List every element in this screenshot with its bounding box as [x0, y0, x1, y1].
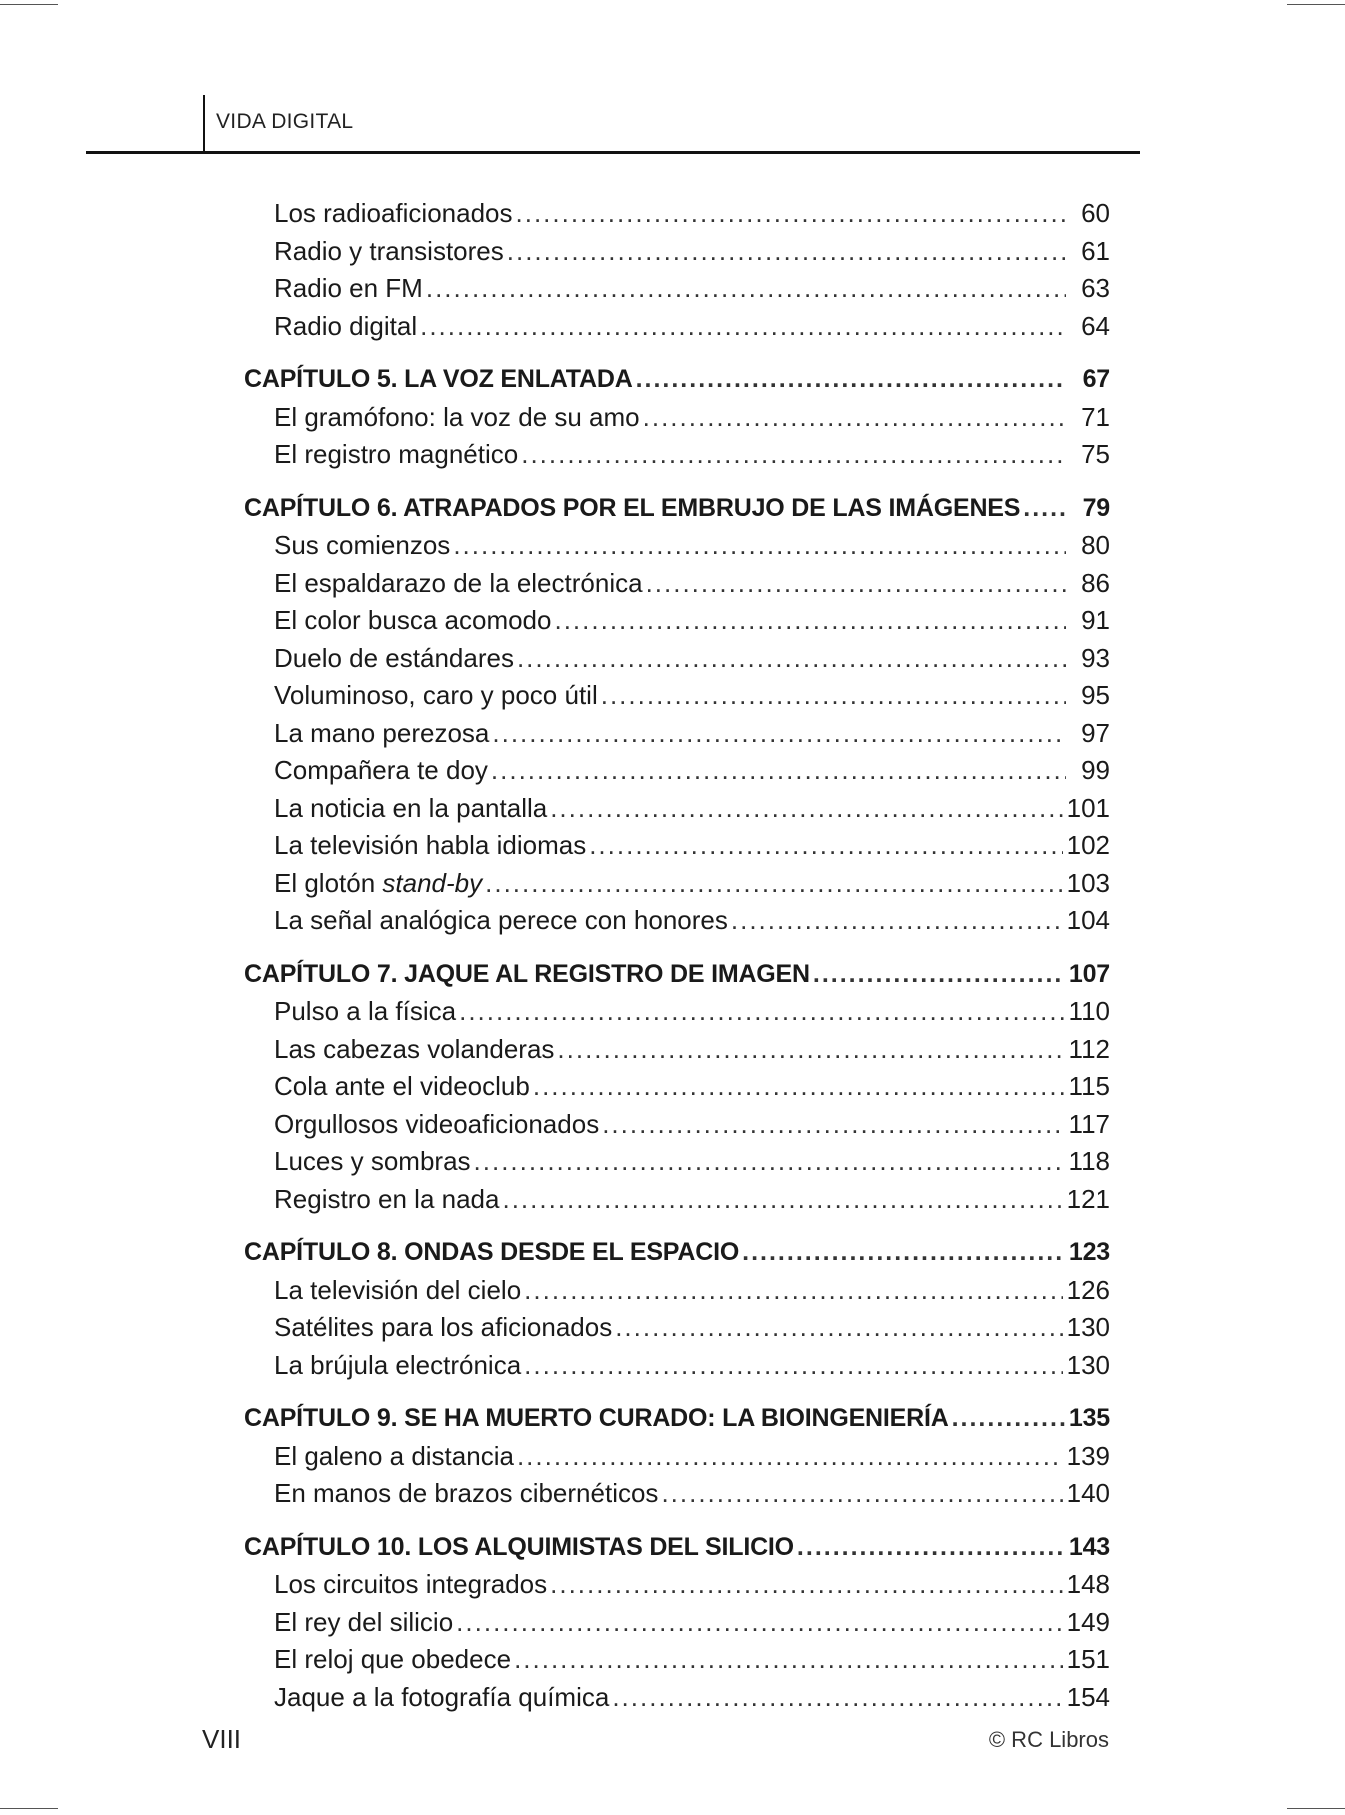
toc-row — [274, 827, 1110, 864]
page-number: 140 — [1066, 1478, 1110, 1508]
toc-entry — [0, 1679, 1345, 1717]
toc-row — [274, 993, 1110, 1030]
page-number: 103 — [1066, 867, 1110, 898]
page-number: 149 — [1066, 1606, 1110, 1637]
toc-row — [274, 565, 1110, 602]
toc-entry — [0, 1438, 1345, 1476]
entry-title — [274, 790, 547, 827]
toc-row — [274, 527, 1110, 564]
title-text: El color busca acomodo — [274, 605, 552, 635]
entry-title — [274, 1347, 521, 1384]
chapter-title — [244, 956, 810, 993]
title-text: Satélites para los aficionados — [274, 1312, 613, 1342]
page-number: 148 — [1066, 1569, 1110, 1599]
page-number: 91 — [1081, 605, 1110, 635]
toc-row — [244, 1529, 1110, 1566]
title-text: En manos de brazos cibernéticos — [274, 1478, 659, 1508]
entry-title — [274, 436, 518, 473]
page-number: 61 — [1081, 235, 1110, 266]
toc-row — [274, 1475, 1110, 1512]
toc-row — [274, 790, 1110, 827]
title-text: La mano perezosa — [274, 717, 490, 748]
toc-chapter — [0, 956, 1345, 994]
entry-title — [274, 1272, 521, 1309]
toc-row — [274, 1641, 1110, 1678]
page-number: 97 — [1081, 717, 1110, 748]
title-text: El registro magnético — [274, 439, 519, 469]
chapter-title — [244, 1400, 949, 1437]
toc-entry — [0, 1272, 1345, 1310]
toc-row — [274, 1438, 1110, 1475]
entry-title — [274, 270, 423, 307]
toc-row — [244, 1400, 1110, 1437]
entry-title — [274, 1475, 658, 1512]
dot-leader — [426, 270, 1066, 307]
toc-entry — [0, 308, 1345, 346]
toc-row — [274, 1031, 1110, 1068]
dot-leader — [731, 902, 1063, 939]
toc-entry — [0, 565, 1345, 603]
toc-entry — [0, 752, 1345, 790]
page-number: 60 — [1081, 198, 1110, 228]
toc-entry — [0, 1143, 1345, 1181]
page-number: 107 — [1068, 959, 1110, 988]
entry-title — [274, 1143, 471, 1180]
toc-entry — [0, 1181, 1345, 1219]
table-of-contents — [0, 195, 1345, 1716]
dot-leader — [661, 1475, 1062, 1512]
page-number: 121 — [1066, 1183, 1110, 1214]
toc-row — [274, 1272, 1110, 1309]
page-number: 143 — [1068, 1532, 1110, 1561]
chapter-title — [244, 1234, 739, 1271]
toc-chapter — [0, 1529, 1345, 1567]
title-text: CAPÍTULO 10. LOS ALQUIMISTAS DEL SILICIO — [244, 1532, 794, 1561]
dot-leader — [453, 527, 1066, 564]
title-text: El gramófono: la voz de su amo — [274, 401, 640, 432]
toc-row — [274, 195, 1110, 232]
page-number: 86 — [1081, 567, 1110, 598]
entry-title — [274, 1641, 511, 1678]
title-text: Los radioaficionados — [274, 198, 513, 228]
toc-row — [274, 715, 1110, 752]
entry-title — [274, 233, 504, 270]
toc-entry — [0, 790, 1345, 828]
toc-row — [274, 1068, 1110, 1105]
toc-entry — [0, 1475, 1345, 1513]
chapter-title — [244, 1529, 794, 1566]
page-number: 154 — [1066, 1681, 1110, 1712]
toc-entry — [0, 195, 1345, 233]
toc-entry — [0, 827, 1345, 865]
toc-row — [274, 865, 1110, 902]
dot-leader — [502, 1181, 1062, 1218]
toc-row — [274, 752, 1110, 789]
entry-title — [274, 565, 643, 602]
title-text: Duelo de estándares — [274, 642, 514, 673]
title-text: Jaque a la fotografía química — [274, 1681, 610, 1712]
toc-row — [274, 677, 1110, 714]
toc-row — [274, 1143, 1110, 1180]
header-horizontal-rule — [86, 151, 1140, 154]
title-text: El rey del silicio — [274, 1606, 454, 1637]
page-number: 104 — [1066, 905, 1110, 935]
page-number: 110 — [1068, 996, 1110, 1026]
title-text: El glotón — [274, 867, 383, 898]
dot-leader — [524, 1272, 1062, 1309]
dot-leader — [514, 1641, 1063, 1678]
dot-leader — [517, 640, 1066, 677]
toc-row — [274, 1679, 1110, 1716]
toc-entry — [0, 1641, 1345, 1679]
toc-entry — [0, 602, 1345, 640]
crop-mark-bottom-right — [1287, 1808, 1345, 1809]
toc-row — [274, 602, 1110, 639]
title-text: Compañera te doy — [274, 755, 488, 785]
title-text: Cola ante el videoclub — [274, 1071, 530, 1101]
title-text: CAPÍTULO 8. ONDAS DESDE EL ESPACIO — [244, 1238, 740, 1266]
toc-entry — [0, 1347, 1345, 1385]
entry-title — [274, 715, 489, 752]
entry-title — [274, 308, 417, 345]
dot-leader — [952, 1400, 1065, 1437]
page-number: 139 — [1066, 1440, 1110, 1471]
dot-leader — [1023, 490, 1066, 527]
title-text: La televisión del cielo — [274, 1274, 522, 1305]
dot-leader — [601, 677, 1066, 714]
entry-title — [274, 865, 482, 902]
title-text: Voluminoso, caro y poco útil — [274, 680, 598, 710]
page-number: 102 — [1066, 830, 1110, 860]
title-italic-text: stand-by — [382, 867, 483, 898]
entry-title — [274, 1181, 499, 1218]
dot-leader — [507, 233, 1066, 270]
toc-row — [274, 1106, 1110, 1143]
entry-title — [274, 640, 514, 677]
toc-entry — [0, 1031, 1345, 1069]
page-number: 95 — [1081, 680, 1110, 710]
chapter-title — [244, 361, 633, 398]
page-number: 67 — [1082, 365, 1110, 393]
chapter-title — [244, 490, 1020, 527]
dot-leader — [646, 565, 1066, 602]
crop-mark-top-right — [1287, 4, 1345, 5]
toc-row — [274, 1347, 1110, 1384]
dot-leader — [554, 602, 1066, 639]
title-text: Radio digital — [274, 310, 418, 341]
toc-row — [244, 956, 1110, 993]
dot-leader — [459, 993, 1064, 1030]
title-text: Sus comienzos — [274, 530, 451, 560]
dot-leader — [742, 1234, 1065, 1271]
entry-title — [274, 1068, 530, 1105]
dot-leader — [550, 1566, 1062, 1603]
title-text: El reloj que obedece — [274, 1644, 512, 1674]
page-number: 99 — [1081, 755, 1110, 785]
title-text: Radio y transistores — [274, 235, 504, 266]
page-number: 71 — [1081, 401, 1110, 432]
title-text: Radio en FM — [274, 273, 423, 303]
entry-title — [274, 1031, 554, 1068]
entry-title — [274, 399, 640, 436]
toc-entry — [0, 399, 1345, 437]
dot-leader — [456, 1604, 1062, 1641]
page-number: 112 — [1068, 1033, 1110, 1064]
entry-title — [274, 827, 586, 864]
page-number: 118 — [1068, 1146, 1110, 1176]
entry-title — [274, 1679, 609, 1716]
dot-leader — [813, 956, 1065, 993]
entry-title — [274, 677, 598, 714]
title-text: Registro en la nada — [274, 1183, 500, 1214]
dot-leader — [491, 752, 1066, 789]
page-number: 75 — [1081, 439, 1110, 469]
toc-chapter — [0, 1234, 1345, 1272]
page-number: 93 — [1081, 642, 1110, 673]
entry-title — [274, 1309, 612, 1346]
page-number: 117 — [1068, 1108, 1110, 1139]
toc-chapter — [0, 361, 1345, 399]
dot-leader — [420, 308, 1066, 345]
toc-entry — [0, 1566, 1345, 1604]
toc-row — [274, 640, 1110, 677]
toc-entry — [0, 1068, 1345, 1106]
dot-leader — [492, 715, 1066, 752]
crop-mark-top-left — [0, 4, 58, 5]
page-number: 130 — [1066, 1349, 1110, 1380]
entry-title — [274, 1438, 514, 1475]
toc-row — [274, 1309, 1110, 1346]
entry-title — [274, 1566, 547, 1603]
page-number: 130 — [1066, 1312, 1110, 1342]
toc-entry — [0, 270, 1345, 308]
page-number: 64 — [1081, 310, 1110, 341]
title-text: La señal analógica perece con honores — [274, 905, 728, 935]
entry-title — [274, 993, 456, 1030]
dot-leader — [602, 1106, 1064, 1143]
toc-row — [274, 233, 1110, 270]
entry-title — [274, 1604, 453, 1641]
dot-leader — [550, 790, 1062, 827]
toc-row — [274, 399, 1110, 436]
toc-row — [274, 902, 1110, 939]
page-number: 135 — [1068, 1404, 1110, 1432]
page-number: 123 — [1068, 1238, 1110, 1266]
entry-title — [274, 527, 450, 564]
title-text: CAPÍTULO 7. JAQUE AL REGISTRO DE IMAGEN — [244, 959, 810, 988]
toc-row — [274, 1181, 1110, 1218]
toc-entry — [0, 902, 1345, 940]
toc-entry — [0, 527, 1345, 565]
page-number: 79 — [1082, 493, 1110, 522]
dot-leader — [474, 1143, 1065, 1180]
title-text: CAPÍTULO 6. ATRAPADOS POR EL EMBRUJO DE LAS IMÁGENES — [244, 493, 1021, 522]
title-text: Luces y sombras — [274, 1146, 471, 1176]
dot-leader — [615, 1309, 1062, 1346]
entry-title — [274, 195, 513, 232]
dot-leader — [521, 436, 1066, 473]
crop-mark-bottom-left — [0, 1808, 58, 1809]
toc-row — [274, 308, 1110, 345]
title-text: Los circuitos integrados — [274, 1569, 548, 1599]
toc-entry — [0, 1604, 1345, 1642]
toc-chapter — [0, 490, 1345, 528]
dot-leader — [533, 1068, 1065, 1105]
entry-title — [274, 902, 728, 939]
toc-row — [274, 1604, 1110, 1641]
toc-entry — [0, 677, 1345, 715]
page-number: 126 — [1066, 1274, 1110, 1305]
toc-row — [244, 490, 1110, 527]
toc-row — [274, 270, 1110, 307]
title-text: CAPÍTULO 9. SE HA MUERTO CURADO: LA BIOINGENIERÍA — [244, 1404, 949, 1432]
dot-leader — [636, 361, 1066, 398]
header-vertical-rule — [203, 95, 205, 153]
dot-leader — [516, 195, 1067, 232]
publisher-credit: © RC Libros — [988, 1727, 1109, 1752]
dot-leader — [612, 1679, 1062, 1716]
toc-entry — [0, 715, 1345, 753]
toc-row — [274, 1566, 1110, 1603]
toc-row — [244, 361, 1110, 398]
page-number: 151 — [1066, 1644, 1110, 1674]
toc-row — [244, 1234, 1110, 1271]
toc-entry — [0, 993, 1345, 1031]
page-number: 63 — [1081, 273, 1110, 303]
title-text: Las cabezas volanderas — [274, 1033, 555, 1064]
toc-entry — [0, 1309, 1345, 1347]
page-number: 101 — [1066, 792, 1110, 823]
title-text: La televisión habla idiomas — [274, 830, 587, 860]
toc-entry — [0, 865, 1345, 903]
title-text: Pulso a la física — [274, 996, 457, 1026]
title-text: CAPÍTULO 5. LA VOZ ENLATADA — [244, 365, 633, 393]
page-number: 115 — [1068, 1071, 1110, 1101]
toc-entry — [0, 1106, 1345, 1144]
entry-title — [274, 1106, 599, 1143]
dot-leader — [797, 1529, 1065, 1566]
folio-page-number: VIII — [202, 1724, 242, 1754]
dot-leader — [485, 865, 1062, 902]
dot-leader — [643, 399, 1066, 436]
dot-leader — [524, 1347, 1062, 1384]
title-text: El galeno a distancia — [274, 1440, 514, 1471]
title-text: La noticia en la pantalla — [274, 792, 548, 823]
toc-entry — [0, 640, 1345, 678]
title-text: El espaldarazo de la electrónica — [274, 567, 643, 598]
entry-title — [274, 752, 488, 789]
title-text: La brújula electrónica — [274, 1349, 522, 1380]
page-number: 80 — [1081, 530, 1110, 560]
toc-chapter — [0, 1400, 1345, 1438]
entry-title — [274, 602, 551, 639]
dot-leader — [589, 827, 1062, 864]
title-text: Orgullosos videoaficionados — [274, 1108, 600, 1139]
toc-entry — [0, 436, 1345, 474]
dot-leader — [557, 1031, 1064, 1068]
toc-row — [274, 436, 1110, 473]
running-header: VIDA DIGITAL — [216, 110, 354, 133]
dot-leader — [517, 1438, 1063, 1475]
toc-entry — [0, 233, 1345, 271]
